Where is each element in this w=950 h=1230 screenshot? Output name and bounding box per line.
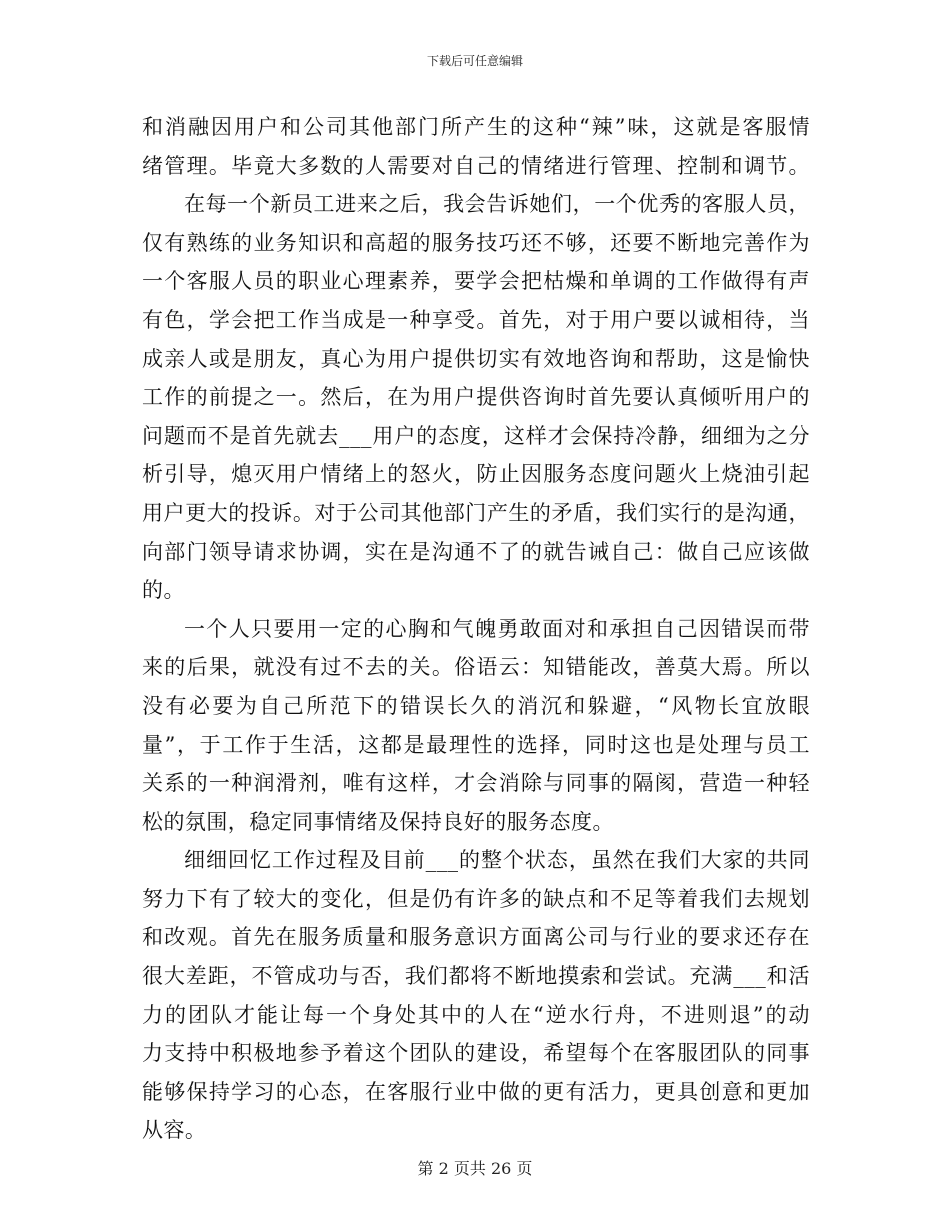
paragraph-end-line: 从容。: [142, 1118, 207, 1143]
text-line: 工作的前提之一。然后，在为用户提供咨询时首先要认真倾听用户的: [142, 385, 810, 410]
paragraph-end-line: 松的氛围，稳定同事情绪及保持良好的服务态度。: [142, 809, 614, 834]
paragraph-start-line: 细细回忆工作过程及目前___的整个状态，虽然在我们大家的共同: [184, 848, 810, 873]
paragraph-end-line: 的。: [142, 578, 185, 603]
document-body: [142, 108, 810, 1150]
page-header: 下载后可任意编辑: [426, 54, 523, 68]
text-line: 很大差距，不管成功与否，我们都将不断地摸索和尝试。充满___和活: [142, 964, 810, 989]
text-line: 努力下有了较大的变化，但是仍有许多的缺点和不足等着我们去规划: [142, 886, 810, 911]
text-line: 和消融因用户和公司其他部门所产生的这种“辣”味，这就是客服情: [142, 115, 810, 139]
text-line: 和改观。首先在服务质量和服务意识方面离公司与行业的要求还存在: [142, 925, 810, 950]
text-line: 关系的一种润滑剂，唯有这样，才会消除与同事的隔阂，营造一种轻: [142, 771, 810, 796]
text-line: 问题而不是首先就去___用户的态度，这样才会保持冷静，细细为之分: [142, 423, 810, 448]
text-line: 绪管理。毕竟大多数的人需要对自己的情绪进行管理、控制和调节。: [142, 153, 810, 178]
page-footer: 第 2 页共 26 页: [417, 1159, 533, 1178]
text-line: 成亲人或是朋友，真心为用户提供切实有效地咨询和帮助，这是愉快: [142, 346, 810, 371]
text-line: 量”，于工作于生活，这都是最理性的选择，同时这也是处理与员工: [142, 732, 810, 757]
text-line: 能够保持学习的心态，在客服行业中做的更有活力，更具创意和更加: [142, 1079, 810, 1104]
text-line: 用户更大的投诉。对于公司其他部门产生的矛盾，我们实行的是沟通，: [142, 500, 810, 525]
paragraph-start-line: 一个人只要用一定的心胸和气魄勇敢面对和承担自己因错误而带: [184, 616, 810, 641]
text-line: 力支持中积极地参予着这个团队的建设，希望每个在客服团队的同事: [142, 1041, 810, 1066]
text-line: 有色，学会把工作当成是一种享受。首先，对于用户要以诚相待，当: [142, 307, 810, 332]
text-line: 析引导，熄灭用户情绪上的怒火，防止因服务态度问题火上烧油引起: [142, 462, 810, 487]
text-line: 仅有熟练的业务知识和高超的服务技巧还不够，还要不断地完善作为: [142, 230, 810, 255]
text-line: 向部门领导请求协调，实在是沟通不了的就告诫自己：做自己应该做: [142, 539, 810, 564]
text-line: 力的团队才能让每一个身处其中的人在“逆水行舟，不进则退”的动: [142, 1002, 810, 1027]
text-line: 没有必要为自己所范下的错误长久的消沉和躲避，“风物长宜放眼: [142, 693, 810, 718]
text-line: 来的后果，就没有过不去的关。俗语云：知错能改，善莫大焉。所以: [142, 655, 810, 680]
paragraph-start-line: 在每一个新员工进来之后，我会告诉她们，一个优秀的客服人员，: [184, 192, 810, 217]
text-line: 一个客服人员的职业心理素养，要学会把枯燥和单调的工作做得有声: [142, 269, 810, 294]
